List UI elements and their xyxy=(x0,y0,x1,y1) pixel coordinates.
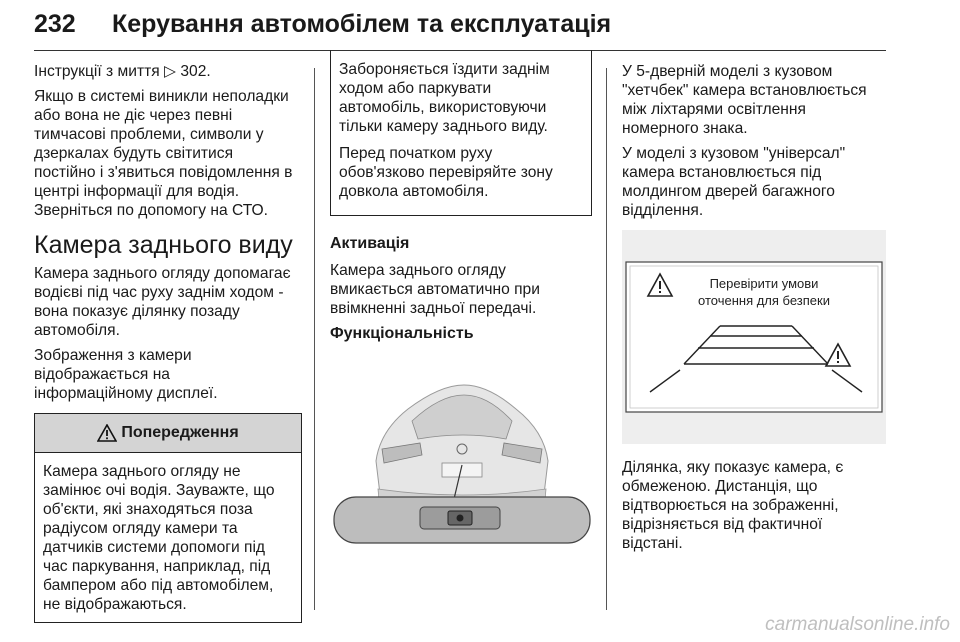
display-paragraph: Зображення з камери відображається на інформаційному дисплеї. xyxy=(34,347,218,402)
warning-text: Камера заднього огляду не замінює очі водія. Зауважте, що об'єкти, які знаходяться поза радіусом огляду камери та датчиків системи допомоги під час паркування, наприклад, під бампером або під автомобілем, не відображаються. xyxy=(43,463,275,613)
section-heading-rear-camera: Камера заднього виду xyxy=(34,231,293,259)
hatchback-paragraph: У 5-дверній моделі з кузовом "хетчбек" камера встановлюється між ліхтарями освітлення номерного знака. xyxy=(622,63,867,137)
notice-box xyxy=(330,50,592,216)
column-middle xyxy=(330,62,594,571)
column-divider-right xyxy=(606,68,607,610)
warning-box xyxy=(34,413,302,623)
warning-title: Попередження xyxy=(121,424,239,441)
column-right xyxy=(622,62,886,559)
warning-header xyxy=(35,414,301,453)
activation-paragraph: Камера заднього огляду вмикається автоматично при ввімкненні задньої передачі. xyxy=(330,262,540,317)
range-paragraph: Ділянка, яку показує камера, є обмеженою. Дистанція, що відтворюється на зображенні, відрізняється від фактичної відстані. xyxy=(622,459,844,552)
car-rear-camera-illustration xyxy=(330,351,594,571)
malfunction-paragraph: Якщо в системі виникли неполадки або вона не діє через певні тимчасові проблеми, символи у дзеркалах будуть світитися постійно і з'явиться повідомлення в центрі інформації для водія. Зверніться по допомогу на СТО. xyxy=(34,88,293,219)
camera-display-illustration xyxy=(622,230,886,444)
rear-camera-intro: Камера заднього огляду допомагає водієві під час руху заднім ходом - вона показує ділянку позаду автомобіля. xyxy=(34,265,291,339)
washing-reference: Інструкції з миття ▷ 302. xyxy=(34,63,211,80)
watermark: carmanualsonline.info xyxy=(765,614,950,635)
notice-text-1: Забороняється їздити заднім ходом або паркувати автомобіль, використовуючи тільки камеру заднього виду. xyxy=(339,61,550,135)
page-number: 232 xyxy=(34,10,76,38)
heading-activation: Активація xyxy=(330,235,410,252)
page-header-title: Керування автомобілем та експлуатація xyxy=(112,10,612,38)
column-left xyxy=(34,62,302,623)
estate-paragraph: У моделі з кузовом "універсал" камера встановлюється під молдингом дверей багажного відділення. xyxy=(622,145,846,219)
warning-triangle-icon xyxy=(97,424,117,442)
heading-functionality: Функціональність xyxy=(330,325,474,342)
screen-message-line-2: оточення для безпеки xyxy=(698,293,830,308)
page-header xyxy=(34,10,886,50)
screen-message-line-1: Перевірити умови xyxy=(709,276,819,291)
column-divider-left xyxy=(314,68,315,610)
notice-text-2: Перед початком руху обов'язково перевіряйте зону довкола автомобіля. xyxy=(339,145,553,200)
warning-body xyxy=(35,453,301,622)
